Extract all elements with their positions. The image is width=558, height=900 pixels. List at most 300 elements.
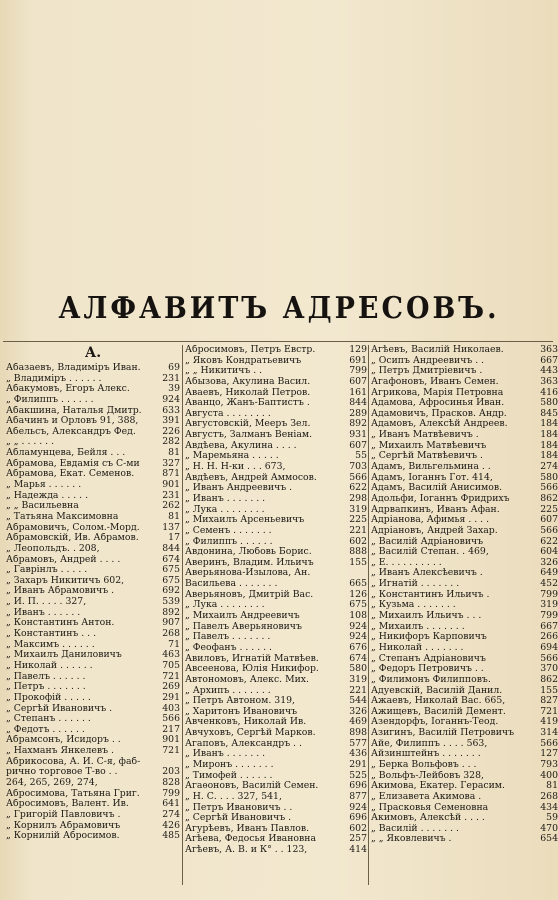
- entry-name: „ Михаилъ Матвѣевичъ: [371, 440, 487, 451]
- entry-page-refs: 607: [349, 375, 367, 387]
- directory-entry: [371, 398, 558, 409]
- directory-entry: [6, 374, 180, 385]
- entry-page-refs: 298: [349, 492, 367, 504]
- entry-name: „ Иванъ . . . . . .: [6, 607, 81, 618]
- entry-page-refs: 827: [540, 695, 558, 707]
- directory-entry: [185, 377, 367, 388]
- entry-page-refs: 799: [162, 787, 180, 799]
- entry-page-refs: 577: [349, 737, 367, 749]
- entry-name: „ Феофанъ . . . . . .: [185, 642, 272, 653]
- entry-name: Агурѣевъ, Иванъ Павлов.: [185, 823, 310, 834]
- entry-name: „ Павелъ . . . . . . .: [185, 632, 271, 643]
- directory-entry: [371, 781, 558, 792]
- directory-entry: [185, 579, 367, 590]
- entry-page-refs: 69: [168, 362, 180, 373]
- directory-entry: [371, 834, 558, 845]
- entry-page-refs: 184: [540, 418, 558, 430]
- entry-name: „ Сергѣй Ивановичъ .: [185, 813, 292, 824]
- entry-page-refs: 544: [349, 695, 367, 707]
- entry-name: „ Нахманъ Янкелевъ .: [6, 746, 114, 757]
- directory-entry: [185, 824, 367, 835]
- directory-entry: [6, 810, 180, 821]
- entry-page-refs: 59: [546, 812, 558, 824]
- entry-name: „ „ Васильевна: [6, 501, 79, 512]
- directory-entry: [371, 419, 558, 430]
- entry-page-refs: 665: [349, 578, 367, 590]
- entry-name: „ Вольфъ-Лейбовъ 328,: [371, 770, 484, 781]
- column-1: [6, 345, 180, 885]
- entry-page-refs: 436: [349, 748, 367, 760]
- entry-page-refs: 649: [540, 567, 558, 579]
- entry-page-refs: 161: [349, 386, 367, 398]
- entry-name: Августъ, Залманъ Веніам.: [185, 430, 313, 441]
- entry-name: Агаѳоновъ, Василій Семен.: [185, 781, 319, 792]
- directory-entry: [185, 792, 367, 803]
- entry-name: Абрамовъ, Андрей . . . .: [6, 554, 121, 565]
- entry-name: Агафоновъ, Иванъ Семен.: [371, 376, 499, 387]
- directory-entry: [185, 845, 367, 856]
- entry-page-refs: 282: [162, 436, 180, 448]
- entry-name: „ Михаилъ Андреевичъ: [185, 611, 300, 622]
- entry-name: „ Миронъ . . . . . . .: [185, 759, 274, 770]
- directory-entry: [6, 714, 180, 725]
- directory-entry: [185, 430, 367, 441]
- entry-page-refs: 844: [349, 397, 367, 409]
- entry-page-refs: 654: [540, 833, 558, 845]
- directory-entry: [371, 664, 558, 675]
- entry-page-refs: 469: [349, 716, 367, 728]
- directory-entry: [185, 462, 367, 473]
- entry-name: „ Михаилъ Арсеньевичъ: [185, 515, 305, 526]
- entry-page-refs: 17: [168, 532, 180, 544]
- entry-name: Аверинъ, Владим. Ильичъ: [185, 557, 314, 568]
- entry-name: Абрикосова, А. И. С-я, фаб-: [6, 756, 141, 767]
- entry-name: „ Николай . . . . . . .: [371, 642, 464, 653]
- directory-entry: [371, 547, 558, 558]
- entry-name: Авдѣева, Акулина . . . .: [185, 440, 297, 451]
- entry-name: „ Берка Вольфовъ . . .: [371, 759, 477, 770]
- directory-entry: [371, 505, 558, 516]
- entry-page-refs: 184: [540, 429, 558, 441]
- entry-page-refs: 226: [162, 425, 180, 437]
- directory-entry: [371, 696, 558, 707]
- entry-page-refs: 691: [349, 354, 367, 366]
- entry-page-refs: 799: [540, 588, 558, 600]
- entry-name: „ Харитонъ Ивановичъ: [185, 706, 298, 717]
- directory-entry: [6, 586, 180, 597]
- column-2: [182, 345, 367, 885]
- entry-name: Акимовъ, Алексѣй . . . .: [371, 813, 485, 824]
- directory-entry: [6, 491, 180, 502]
- directory-entry: [6, 469, 180, 480]
- entry-name: Ажаевъ, Николай Вас. 665,: [371, 696, 506, 707]
- entry-page-refs: 419: [540, 716, 558, 728]
- entry-name: „ Тимофей . . . . . .: [185, 770, 273, 781]
- directory-entry: [185, 803, 367, 814]
- directory-entry: [6, 693, 180, 704]
- directory-entry: [185, 558, 367, 569]
- entry-name: Абрамсонъ, Исидоръ . .: [6, 735, 121, 746]
- directory-entry: [6, 363, 180, 374]
- entry-page-refs: 901: [162, 734, 180, 746]
- directory-entry: [185, 600, 367, 611]
- directory-entry: [6, 597, 180, 608]
- entry-page-refs: 108: [349, 610, 367, 622]
- entry-page-refs: 262: [162, 500, 180, 512]
- directory-entry: [371, 441, 558, 452]
- entry-name: Агѣева, Федосья Ивановна: [185, 834, 316, 845]
- entry-page-refs: 463: [162, 649, 180, 661]
- entry-name: „ Е. . . . . . . . . .: [371, 557, 442, 568]
- entry-name: Акимова, Екатер. Герасим.: [371, 781, 505, 792]
- entry-page-refs: 602: [349, 535, 367, 547]
- directory-entry: [185, 568, 367, 579]
- directory-entry: [6, 789, 180, 800]
- entry-page-refs: 862: [540, 673, 558, 685]
- entry-page-refs: 485: [162, 830, 180, 842]
- entry-name: Авдѣевъ, Андрей Аммосов.: [185, 472, 317, 483]
- directory-entry: [371, 675, 558, 686]
- entry-page-refs: 675: [349, 599, 367, 611]
- entry-page-refs: 539: [162, 596, 180, 608]
- entry-name: „ Архипъ . . . . . . .: [185, 685, 271, 696]
- directory-entry: [371, 643, 558, 654]
- entry-page-refs: 39: [168, 383, 180, 395]
- directory-entry: [371, 515, 558, 526]
- directory-entry: [185, 643, 367, 654]
- entry-name: „ Иванъ Андреевичъ .: [185, 483, 293, 494]
- entry-page-refs: 155: [349, 556, 367, 568]
- entry-name: Авсеенова, Юлія Никифор.: [185, 664, 319, 675]
- entry-name: Адамовичъ, Прасков. Андр.: [371, 408, 507, 419]
- entry-name: Абызова, Акулина Васил.: [185, 376, 311, 387]
- entry-name: Аверьянова-Изылова, Ан.: [185, 568, 311, 579]
- entry-name: „ Павелъ Аверьяновичъ: [185, 621, 302, 632]
- entry-name: Абрамова, Екат. Семенов.: [6, 469, 135, 480]
- entry-page-refs: 667: [540, 620, 558, 632]
- directory-entry: [6, 831, 180, 842]
- entry-name: „ Федоръ Петровичъ . .: [371, 664, 484, 675]
- directory-entry: [185, 590, 367, 601]
- entry-name: „ Никифоръ Карповичъ: [371, 632, 487, 643]
- directory-entry: [185, 494, 367, 505]
- directory-entry: [185, 749, 367, 760]
- entry-name: Адамъ, Вильгельмина . .: [371, 462, 491, 473]
- directory-entry: [185, 547, 367, 558]
- entry-name: „ Сергѣй Матвѣевичъ .: [371, 451, 483, 462]
- entry-name: „ Иванъ . . . . . . .: [185, 493, 266, 504]
- directory-entry: [185, 526, 367, 537]
- entry-name: Айзинштейнъ . . . . . . .: [371, 749, 481, 760]
- entry-name: Адрвапкинъ, Иванъ Афан.: [371, 504, 500, 515]
- entry-page-refs: 319: [349, 673, 367, 685]
- entry-page-refs: 924: [162, 393, 180, 405]
- entry-name: Агѣевъ, Василій Николаев.: [371, 345, 504, 355]
- directory-entry: [371, 622, 558, 633]
- directory-entry: [6, 640, 180, 651]
- entry-page-refs: 81: [546, 780, 558, 792]
- entry-name: „ Михаилъ Даниловичъ: [6, 650, 122, 661]
- entry-name: „ Гаврінлъ . . . . .: [6, 565, 88, 576]
- entry-name: „ Филимонъ Филипповъ.: [371, 674, 491, 685]
- directory-entry: [371, 409, 558, 420]
- directory-entry: [185, 409, 367, 420]
- entry-name: „ „ . . . . . .: [6, 437, 55, 448]
- directory-entry: [371, 483, 558, 494]
- entry-page-refs: 443: [540, 365, 558, 377]
- entry-name: Абрамова, Евдамія съ С-ми: [6, 458, 140, 469]
- directory-entry: [185, 760, 367, 771]
- entry-page-refs: 71: [168, 638, 180, 650]
- directory-entry: [6, 704, 180, 715]
- entry-page-refs: 319: [540, 599, 558, 611]
- entry-page-refs: 799: [540, 610, 558, 622]
- entry-page-refs: 434: [540, 801, 558, 813]
- entry-page-refs: 268: [540, 790, 558, 802]
- entry-page-refs: 314: [540, 727, 558, 739]
- entry-page-refs: 391: [162, 415, 180, 427]
- entry-page-refs: 602: [349, 822, 367, 834]
- entry-page-refs: 326: [540, 556, 558, 568]
- entry-name: Адольфи, Іоганнъ Фридрихъ: [371, 493, 510, 504]
- entry-name: „ Корнилій Абросимов.: [6, 831, 120, 842]
- entry-name: Автономовъ, Алекс. Мих.: [185, 674, 309, 685]
- entry-page-refs: 703: [349, 461, 367, 473]
- entry-name: Азигинъ, Василій Петровичъ: [371, 728, 514, 739]
- directory-entry: [371, 462, 558, 473]
- entry-name: „ Петръ Ивановичъ . .: [185, 802, 293, 813]
- entry-page-refs: 676: [349, 641, 367, 653]
- entry-name: Абельсъ, Александръ Фед.: [6, 426, 136, 437]
- entry-page-refs: 604: [540, 546, 558, 558]
- entry-page-refs: 675: [162, 564, 180, 576]
- directory-entry: [371, 473, 558, 484]
- entry-name: Абакумовъ, Егоръ Алекс.: [6, 384, 130, 395]
- entry-page-refs: 721: [540, 705, 558, 717]
- directory-entry: [185, 366, 367, 377]
- entry-page-refs: 452: [540, 578, 558, 590]
- directory-entry: [6, 767, 180, 778]
- directory-entry: [371, 590, 558, 601]
- entry-name: Августовскій, Мееръ Зел.: [185, 419, 311, 430]
- entry-page-refs: 566: [540, 652, 558, 664]
- entry-page-refs: 126: [349, 588, 367, 600]
- entry-page-refs: 127: [540, 748, 558, 760]
- entry-name: „ Петръ Дмитріевичъ .: [371, 366, 483, 377]
- directory-entry: [6, 395, 180, 406]
- directory-entry: [371, 771, 558, 782]
- entry-page-refs: 877: [349, 790, 367, 802]
- entry-name: „ Игнатій . . . . . . .: [371, 579, 460, 590]
- entry-page-refs: 566: [162, 713, 180, 725]
- directory-entry: [371, 579, 558, 590]
- directory-entry: [6, 437, 180, 448]
- entry-page-refs: 274: [162, 808, 180, 820]
- entry-name: „ И. П. . . . . 327,: [6, 597, 87, 608]
- entry-name: „ Константинъ Ильичъ .: [371, 589, 490, 600]
- directory-entry: [371, 632, 558, 643]
- directory-entry: [6, 427, 180, 438]
- directory-entry: [6, 672, 180, 683]
- entry-page-refs: 203: [162, 766, 180, 778]
- directory-entry: [371, 813, 558, 824]
- entry-name: „ Прасковья Семеновна: [371, 802, 489, 813]
- entry-page-refs: 721: [162, 745, 180, 757]
- entry-page-refs: 566: [540, 482, 558, 494]
- entry-page-refs: 799: [349, 365, 367, 377]
- entry-name: „ Михаилъ Ильичъ . . .: [371, 611, 482, 622]
- entry-name: „ Надежда . . . . .: [6, 490, 89, 501]
- directory-entry: [185, 654, 367, 665]
- entry-name: Авдонина, Любовь Борис.: [185, 547, 312, 558]
- entry-page-refs: 470: [540, 822, 558, 834]
- entry-page-refs: 221: [349, 684, 367, 696]
- directory-entry: [185, 611, 367, 622]
- entry-name: Абазаевъ, Владиміръ Иван.: [6, 363, 141, 373]
- entry-page-refs: 692: [162, 585, 180, 597]
- entry-page-refs: 862: [540, 492, 558, 504]
- entry-page-refs: 580: [540, 397, 558, 409]
- entry-name: „ Павелъ . . . . . .: [6, 671, 86, 682]
- entry-name: Аванцо, Жанъ-Баптистъ .: [185, 398, 310, 409]
- entry-name: „ Григорій Павловичъ .: [6, 809, 121, 820]
- entry-name: Абросимовъ, Валент. Ив.: [6, 799, 129, 810]
- entry-name: Ажищевъ, Василій Демент.: [371, 706, 506, 717]
- entry-page-refs: 892: [162, 606, 180, 618]
- entry-name: Адамъ, Василій Анисимов.: [371, 483, 503, 494]
- entry-page-refs: 845: [540, 407, 558, 419]
- entry-name: Айе, Филиппъ . . . . 563,: [371, 738, 488, 749]
- entry-name: Адамова, Афросинья Иван.: [371, 398, 505, 409]
- entry-page-refs: 81: [168, 510, 180, 522]
- entry-page-refs: 291: [162, 691, 180, 703]
- directory-entry: [6, 778, 180, 789]
- entry-page-refs: 319: [349, 503, 367, 515]
- entry-name: „ Татьяна Максимовна: [6, 511, 119, 522]
- entry-name: Абакшина, Наталья Дмитр.: [6, 405, 142, 416]
- column-3: [368, 345, 558, 885]
- entry-page-refs: 696: [349, 812, 367, 824]
- entry-name: Агаповъ, Александръ . .: [185, 738, 302, 749]
- entry-name: Адріанова, Афимья . . . .: [371, 515, 490, 526]
- entry-name: „ Федотъ . . . . . .: [6, 724, 85, 735]
- directory-entry: [6, 480, 180, 491]
- directory-entry: [371, 451, 558, 462]
- entry-page-refs: 266: [540, 631, 558, 643]
- directory-entry: [371, 686, 558, 697]
- entry-name: „ Кузьма . . . . . . .: [371, 600, 456, 611]
- entry-page-refs: 268: [162, 628, 180, 640]
- directory-entry: [371, 356, 558, 367]
- entry-page-refs: 269: [162, 681, 180, 693]
- entry-page-refs: 924: [349, 620, 367, 632]
- entry-name: Абросимовъ, Петръ Евстр.: [185, 345, 316, 355]
- entry-page-refs: 403: [162, 702, 180, 714]
- directory-entry: [185, 696, 367, 707]
- directory-entry: [185, 388, 367, 399]
- entry-name: „ Лука . . . . . . . .: [185, 504, 265, 515]
- directory-entry: [185, 781, 367, 792]
- entry-name: Адріановъ, Андрей Захар.: [371, 525, 498, 536]
- directory-entry: [6, 533, 180, 544]
- entry-page-refs: 225: [540, 503, 558, 515]
- directory-entry: [6, 682, 180, 693]
- directory-entry: [371, 728, 558, 739]
- entry-name: Абрамовичъ, Солом.-Морд.: [6, 522, 140, 533]
- entry-name: Авиловъ, Игнатій Матвѣев.: [185, 653, 319, 664]
- entry-name: „ Василій Адріановичъ: [371, 536, 484, 547]
- directory-entry: [185, 664, 367, 675]
- entry-name: „ Петръ . . . . . . .: [6, 682, 86, 693]
- entry-page-refs: 416: [540, 386, 558, 398]
- directory-entry: [6, 459, 180, 470]
- entry-page-refs: 566: [540, 737, 558, 749]
- directory-entry: [371, 494, 558, 505]
- directory-entry: [185, 419, 367, 430]
- entry-name: „ Максимъ . . . . . .: [6, 639, 95, 650]
- entry-name: „ Михаилъ . . . . . . .: [371, 621, 465, 632]
- entry-page-refs: 55: [355, 450, 367, 462]
- entry-page-refs: 326: [349, 705, 367, 717]
- entry-name: „ Иванъ Матвѣевичъ .: [371, 430, 479, 441]
- directory-entry: [371, 537, 558, 548]
- directory-entry: [6, 629, 180, 640]
- entry-name: „ Константинъ Антон.: [6, 618, 115, 629]
- entry-name: „ Осипъ Андреевичъ . .: [371, 355, 485, 366]
- entry-name: Аваевъ, Николай Петров.: [185, 387, 311, 398]
- entry-page-refs: 129: [349, 345, 367, 355]
- entry-name: „ Константинъ . . .: [6, 629, 97, 640]
- entry-page-refs: 694: [540, 641, 558, 653]
- directory-entry: [371, 568, 558, 579]
- directory-entry: [6, 544, 180, 555]
- directory-entry: [371, 749, 558, 760]
- entry-page-refs: 667: [540, 354, 558, 366]
- directory-entry: [6, 448, 180, 459]
- directory-entry: [185, 451, 367, 462]
- entry-name: „ Н. С. . . . 327, 541,: [185, 791, 282, 802]
- entry-name: Агрикова, Марія Петровна: [371, 387, 504, 398]
- entry-name: Адамъ, Іоганнъ Гот. 414,: [371, 472, 493, 483]
- entry-name: Агѣевъ, А. В. и К° . . 123,: [185, 845, 308, 856]
- entry-name: Авченковъ, Николай Ив.: [185, 717, 307, 728]
- entry-page-refs: 291: [349, 758, 367, 770]
- directory-entry: [185, 632, 367, 643]
- directory-entry: [371, 792, 558, 803]
- entry-name: „ Н. Н. Н-ки . . . 673,: [185, 462, 286, 473]
- directory-entry: [371, 611, 558, 622]
- entry-page-refs: 721: [162, 670, 180, 682]
- directory-entry: [6, 725, 180, 736]
- entry-page-refs: 184: [540, 439, 558, 451]
- entry-page-refs: 363: [540, 345, 558, 355]
- entry-page-refs: 231: [162, 372, 180, 384]
- directory-entry: [6, 799, 180, 810]
- entry-name: „ Николай . . . . . .: [6, 660, 93, 671]
- directory-entry: [185, 739, 367, 750]
- entry-page-refs: 231: [162, 489, 180, 501]
- entry-page-refs: 607: [540, 514, 558, 526]
- entry-page-refs: 274: [540, 461, 558, 473]
- entry-name: Азендорфъ, Іоганнъ-Теод.: [371, 717, 499, 728]
- entry-page-refs: 257: [349, 833, 367, 845]
- entry-page-refs: 327: [162, 457, 180, 469]
- directory-entry: [371, 377, 558, 388]
- directory-entry: [371, 824, 558, 835]
- entry-page-refs: 225: [349, 514, 367, 526]
- entry-name: „ Леопольдъ. . 208,: [6, 543, 100, 554]
- entry-name: „ Семенъ . . . . . . .: [185, 525, 272, 536]
